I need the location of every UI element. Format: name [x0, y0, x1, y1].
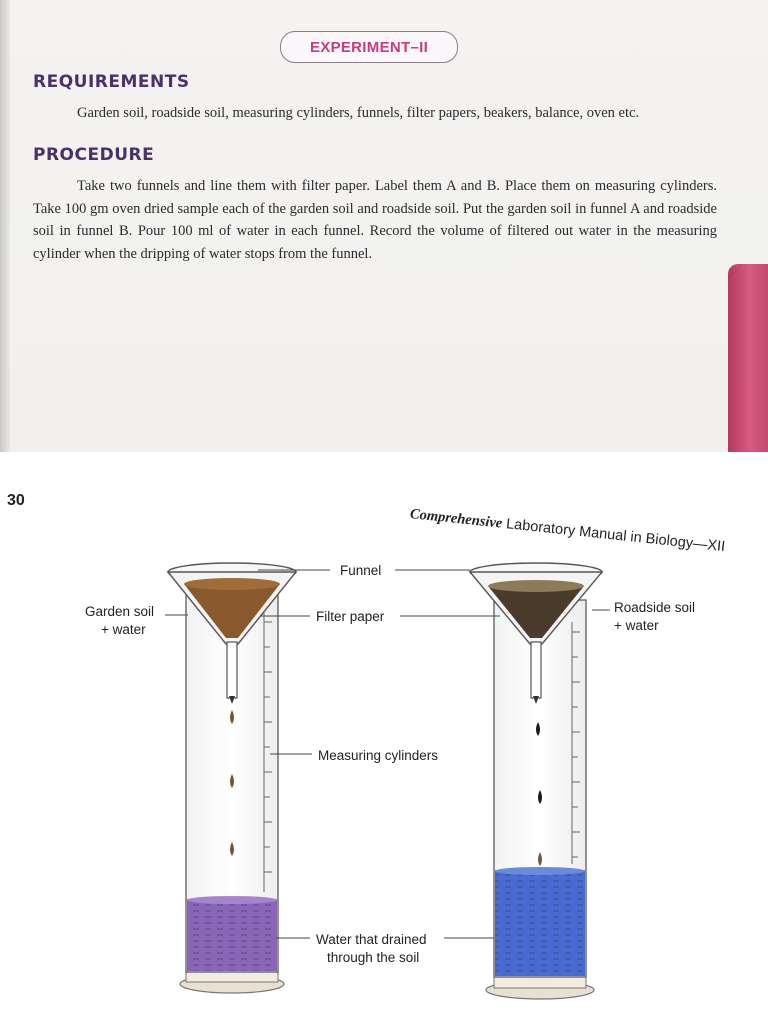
- lower-page: [0, 452, 768, 1024]
- label-garden-soil-line2: + water: [101, 622, 146, 637]
- left-drained-water: [187, 896, 277, 971]
- left-soil-surface: [184, 578, 280, 590]
- pink-page-marker: [728, 264, 768, 452]
- upper-page: [0, 0, 768, 452]
- label-filter-paper: Filter paper: [316, 609, 385, 624]
- procedure-text: Take two funnels and line them with filter paper. Label them A and B. Place them on measuring cylinders. Take 100 gm oven dried sample each of the garden soil and roadside soil. Put the garden soil in funnel A and roadside soil in funnel B. Pour 100 ml of water in each funnel. Record the volume of filtered out water in the measuring cylinder when the dripping of water stops from the funnel.: [33, 178, 717, 262]
- page-gutter-shadow: [0, 0, 10, 452]
- right-apparatus: [470, 563, 602, 999]
- label-garden-soil-line1: Garden soil: [85, 604, 155, 619]
- experiment-diagram: [0, 452, 768, 1024]
- experiment-label: [280, 31, 458, 63]
- left-funnel-stem: [227, 642, 237, 698]
- right-soil-surface: [488, 580, 584, 592]
- label-measuring-cylinders: Measuring cylinders: [318, 748, 439, 763]
- left-apparatus: [168, 563, 296, 993]
- running-header-text: Laboratory Manual in Biology—XII: [505, 516, 726, 556]
- label-funnel: Funnel: [340, 563, 382, 578]
- running-header-script: Comprehensive: [409, 506, 504, 532]
- right-funnel-stem: [531, 642, 541, 698]
- label-drained-line1: Water that drained: [316, 932, 427, 947]
- experiment-label-text: EXPERIMENT–II: [309, 38, 429, 56]
- page-number: 30: [7, 492, 25, 509]
- requirements-heading: REQUIREMENTS: [33, 72, 190, 92]
- requirements-text: Garden soil, roadside soil, measuring cylinders, funnels, filter papers, beakers, balance, oven etc.: [77, 105, 640, 121]
- label-roadside-soil-line1: Roadside soil: [614, 600, 696, 615]
- right-drained-water: [495, 867, 585, 976]
- label-drained-line2: through the soil: [327, 950, 420, 965]
- procedure-heading: PROCEDURE: [33, 145, 155, 165]
- label-roadside-soil-line2: + water: [614, 618, 659, 633]
